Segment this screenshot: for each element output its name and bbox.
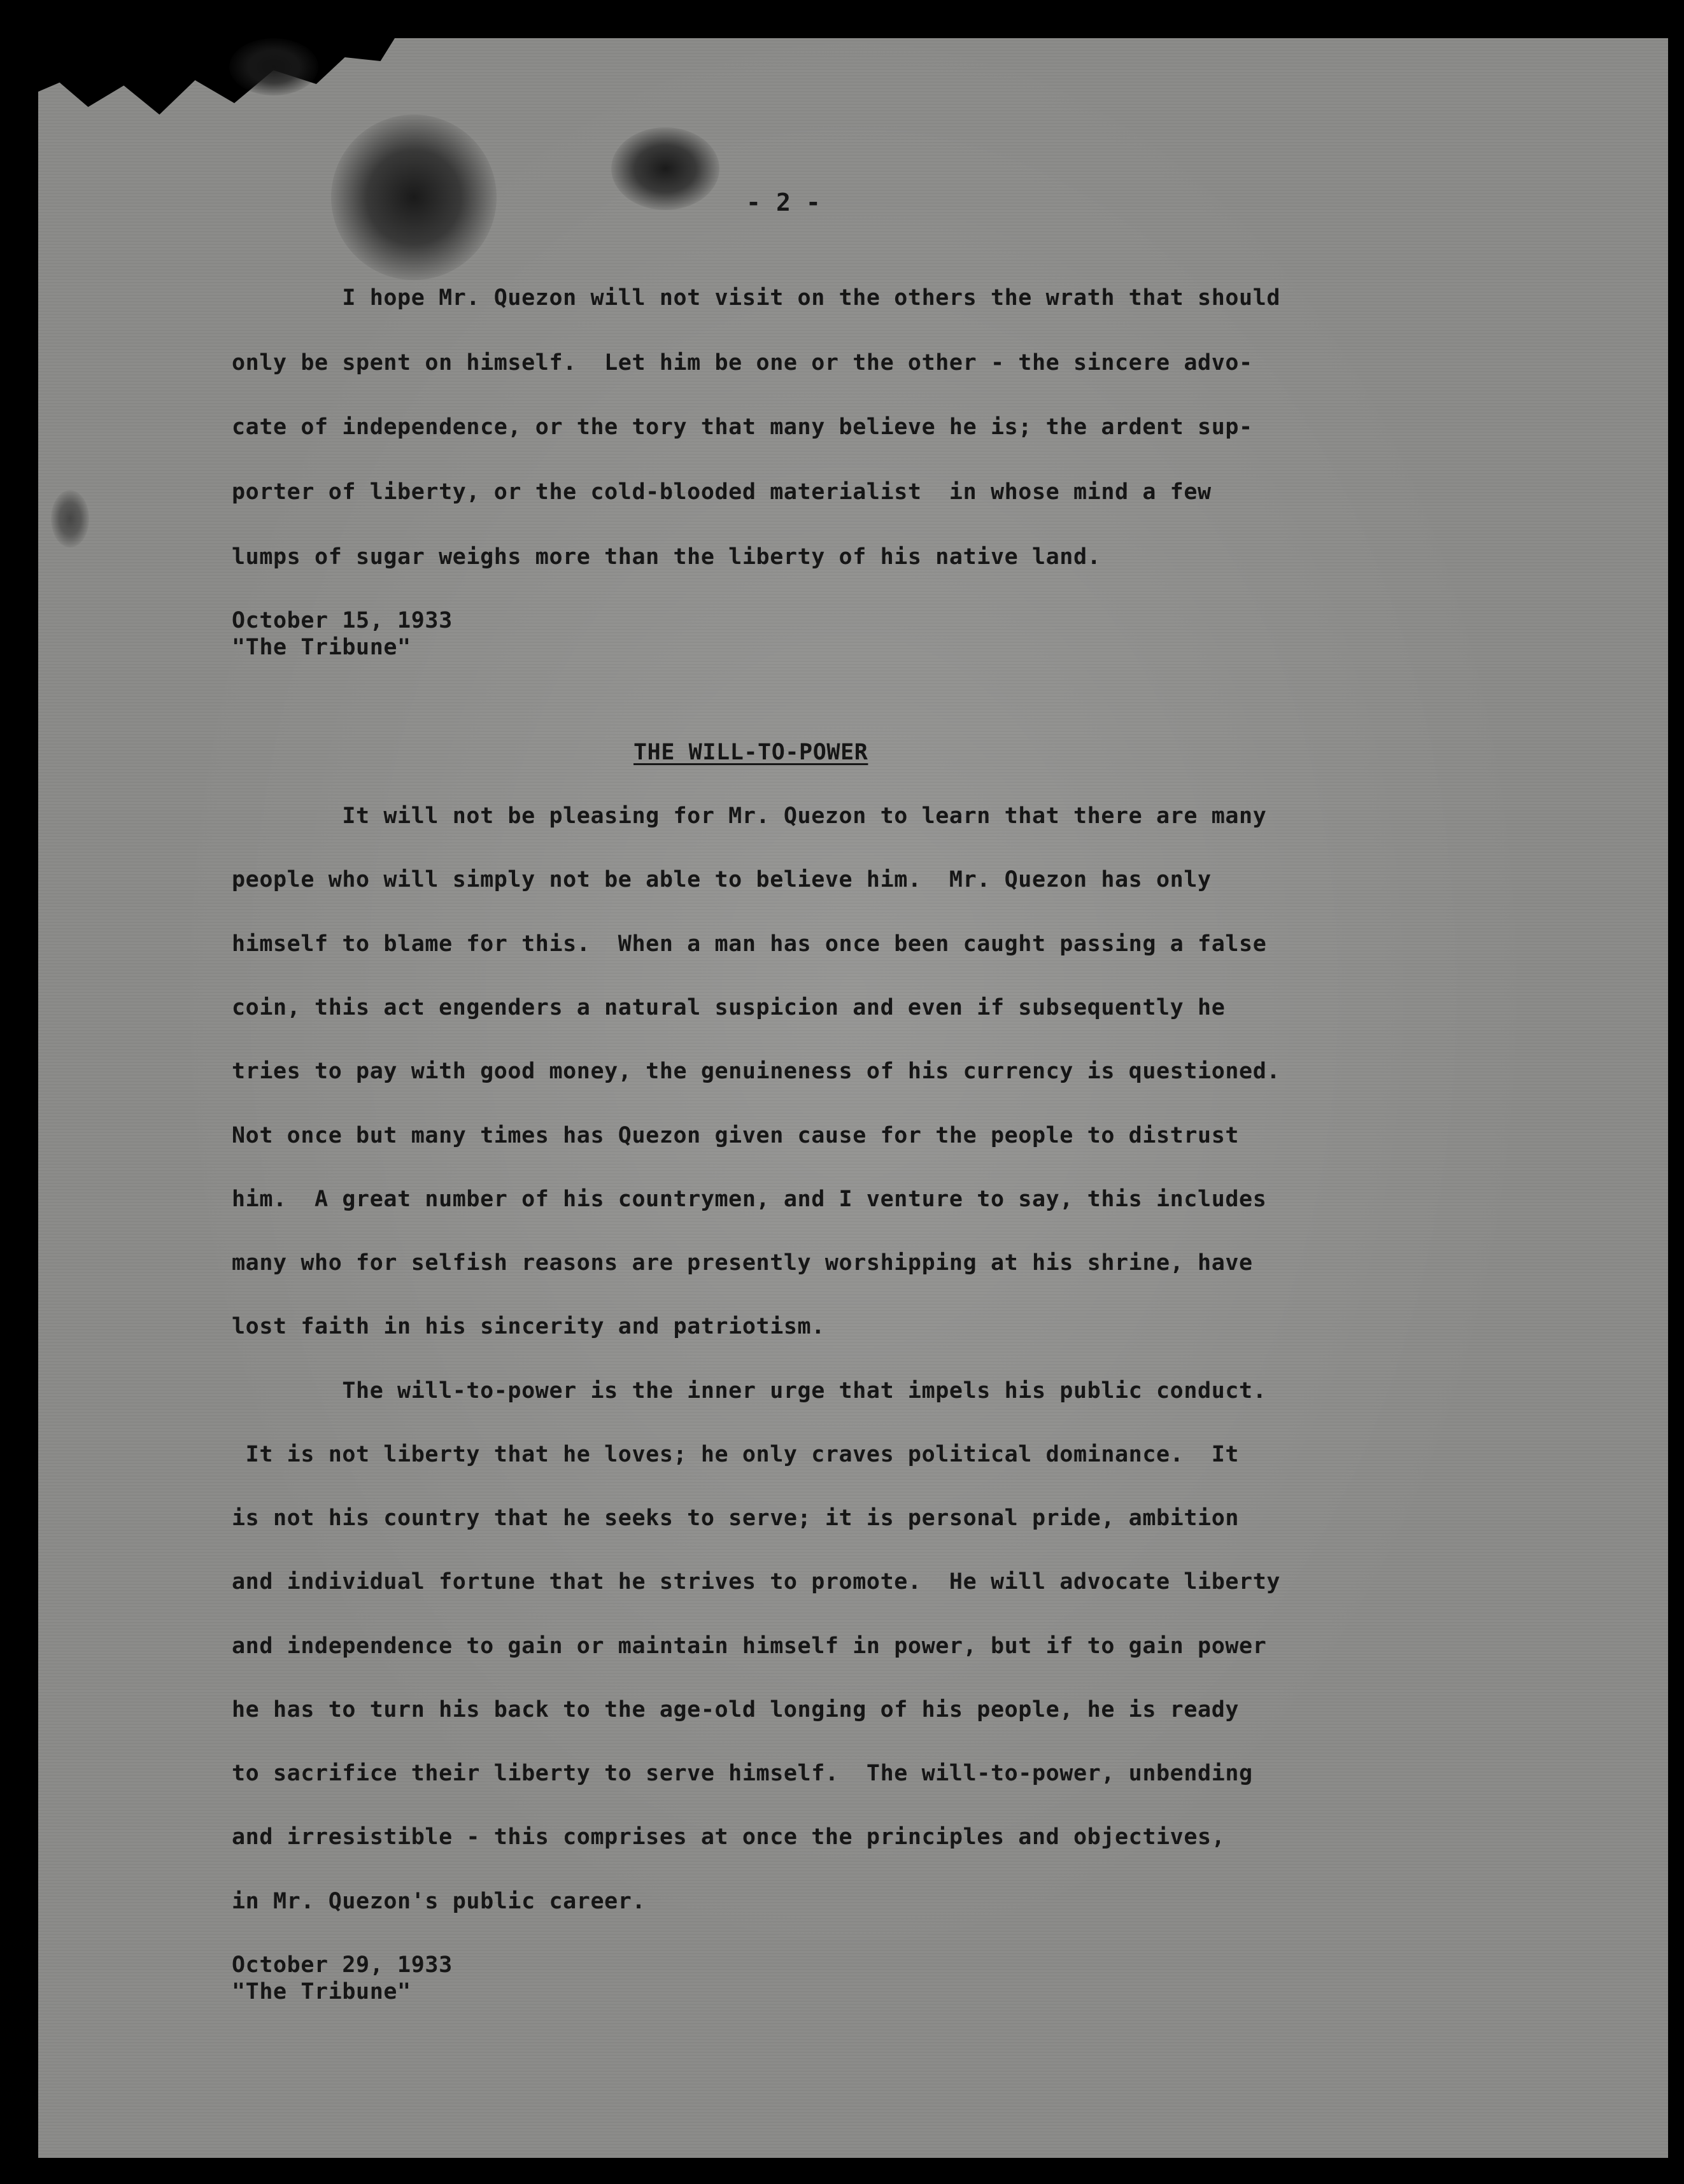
body-line: is not his country that he seeks to serve; it is personal pride, ambition	[232, 1505, 1240, 1531]
page-number: - 2 -	[746, 188, 821, 216]
body-line: porter of liberty, or the cold-blooded materialist in whose mind a few	[232, 479, 1212, 505]
ink-stain	[229, 38, 318, 95]
body-line: tries to pay with good money, the genuineness of his currency is questioned.	[232, 1059, 1281, 1084]
body-line: I hope Mr. Quezon will not visit on the others the wrath that should	[232, 285, 1281, 311]
body-line: It is not liberty that he loves; he only craves political dominance. It	[232, 1442, 1240, 1467]
source-line: "The Tribune"	[232, 1979, 411, 2004]
ink-stain	[331, 115, 497, 280]
body-line: him. A great number of his countrymen, and I venture to say, this includes	[232, 1187, 1267, 1212]
source-line: "The Tribune"	[232, 635, 411, 660]
body-line: Not once but many times has Quezon given cause for the people to distrust	[232, 1123, 1240, 1148]
body-line: It will not be pleasing for Mr. Quezon to learn that there are many	[232, 803, 1267, 829]
body-line: people who will simply not be able to believe him. Mr. Quezon has only	[232, 867, 1212, 892]
ink-stain	[611, 127, 719, 210]
body-line: and independence to gain or maintain himself in power, but if to gain power	[232, 1633, 1267, 1659]
dateline: October 15, 1933	[232, 608, 453, 633]
body-line: lumps of sugar weighs more than the liberty of his native land.	[232, 544, 1101, 570]
ink-stain	[51, 490, 89, 547]
body-line: many who for selfish reasons are presently worshipping at his shrine, have	[232, 1250, 1253, 1276]
body-line: The will-to-power is the inner urge that impels his public conduct.	[232, 1378, 1267, 1404]
body-line: lost faith in his sincerity and patriotism.	[232, 1314, 825, 1339]
body-line: in Mr. Quezon's public career.	[232, 1889, 646, 1914]
body-line: only be spent on himself. Let him be one or the other - the sincere advo-	[232, 350, 1253, 376]
body-line: coin, this act engenders a natural suspicion and even if subsequently he	[232, 995, 1226, 1020]
section-title: THE WILL-TO-POWER	[633, 740, 868, 765]
body-line: and individual fortune that he strives to promote. He will advocate liberty	[232, 1569, 1281, 1595]
dateline: October 29, 1933	[232, 1952, 453, 1978]
body-line: himself to blame for this. When a man has once been caught passing a false	[232, 931, 1267, 957]
body-line: cate of independence, or the tory that many believe he is; the ardent sup-	[232, 414, 1253, 440]
body-line: and irresistible - this comprises at once the principles and objectives,	[232, 1824, 1226, 1850]
body-line: he has to turn his back to the age-old longing of his people, he is ready	[232, 1697, 1240, 1723]
body-line: to sacrifice their liberty to serve himself. The will-to-power, unbending	[232, 1761, 1253, 1786]
